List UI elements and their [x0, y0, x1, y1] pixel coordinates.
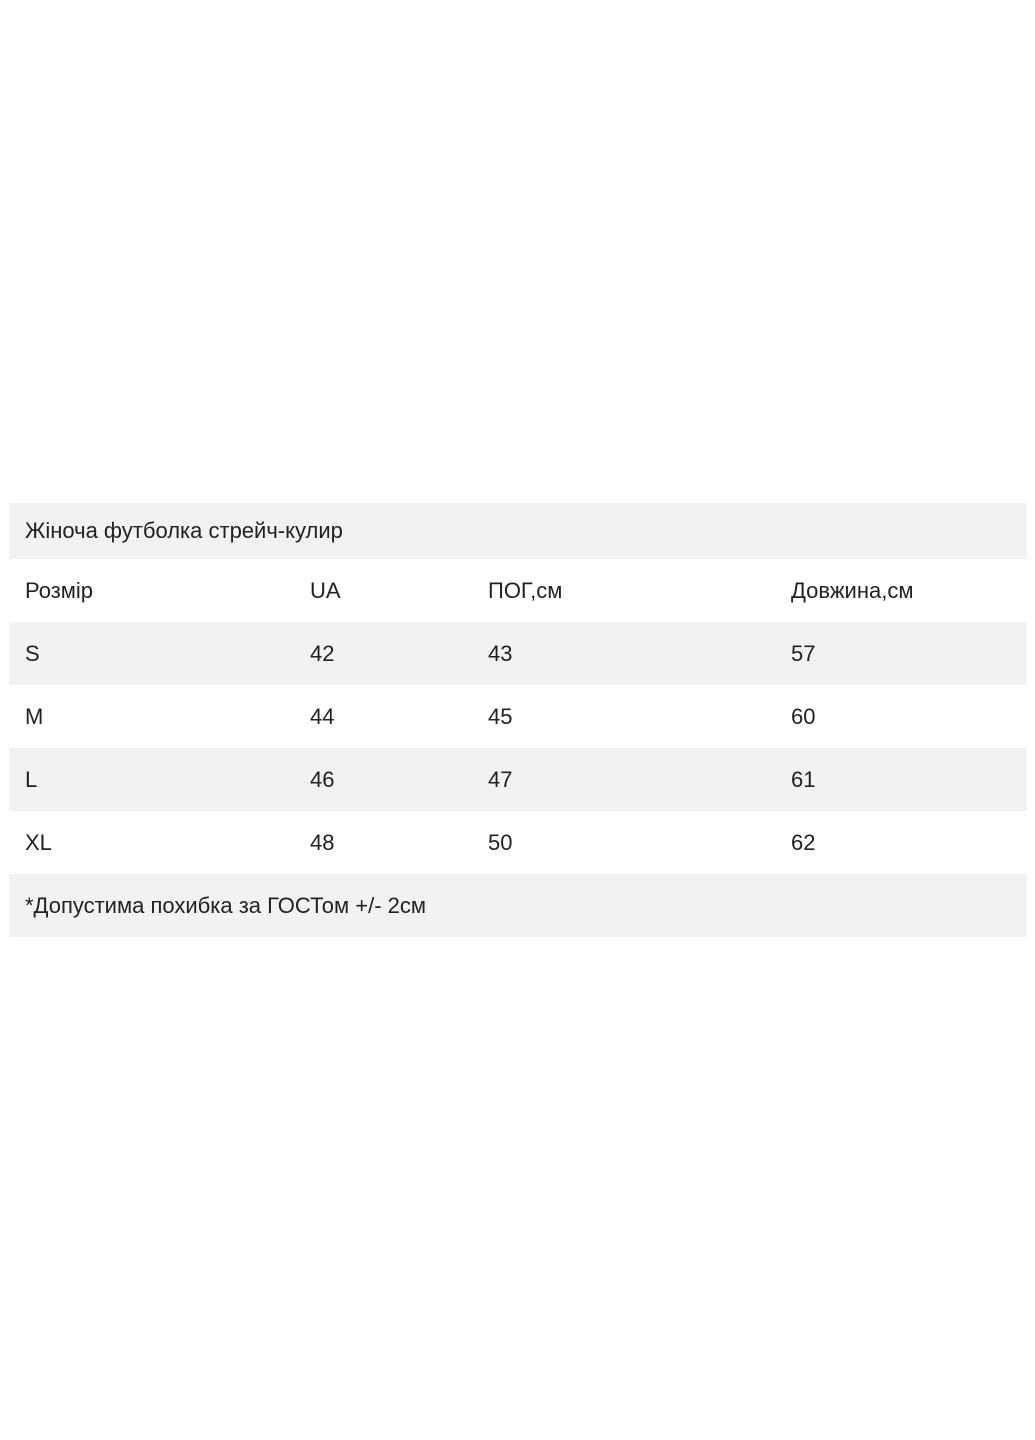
- header-ua: UA: [310, 577, 341, 603]
- ua-cell: 46: [310, 766, 335, 792]
- header-length: Довжина,см: [791, 577, 914, 603]
- table-row: [9, 622, 1027, 685]
- chest-cell: 43: [488, 640, 513, 666]
- length-cell: 60: [791, 703, 816, 729]
- length-cell: 62: [791, 829, 816, 855]
- ua-cell: 48: [310, 829, 335, 855]
- size-cell: M: [25, 703, 44, 729]
- ua-cell: 42: [310, 640, 335, 666]
- tolerance-note: *Допустима похибка за ГОСТом +/- 2см: [25, 892, 427, 918]
- table-header-row: [9, 559, 1027, 622]
- table-row: [9, 685, 1027, 748]
- table-title-row: [9, 503, 1027, 559]
- size-cell: L: [25, 766, 38, 792]
- size-cell: XL: [25, 829, 52, 855]
- size-cell: S: [25, 640, 40, 666]
- length-cell: 61: [791, 766, 816, 792]
- table-title: Жіноча футболка стрейч-кулир: [25, 518, 343, 543]
- length-cell: 57: [791, 640, 816, 666]
- ua-cell: 44: [310, 703, 335, 729]
- table-row: [9, 748, 1027, 811]
- chest-cell: 45: [488, 703, 513, 729]
- chest-cell: 47: [488, 766, 513, 792]
- table-row: [9, 811, 1027, 874]
- table-note-row: [9, 874, 1027, 937]
- header-chest: ПОГ,см: [488, 577, 563, 603]
- chest-cell: 50: [488, 829, 513, 855]
- size-chart-table: [9, 503, 1027, 937]
- header-size: Розмір: [25, 577, 94, 603]
